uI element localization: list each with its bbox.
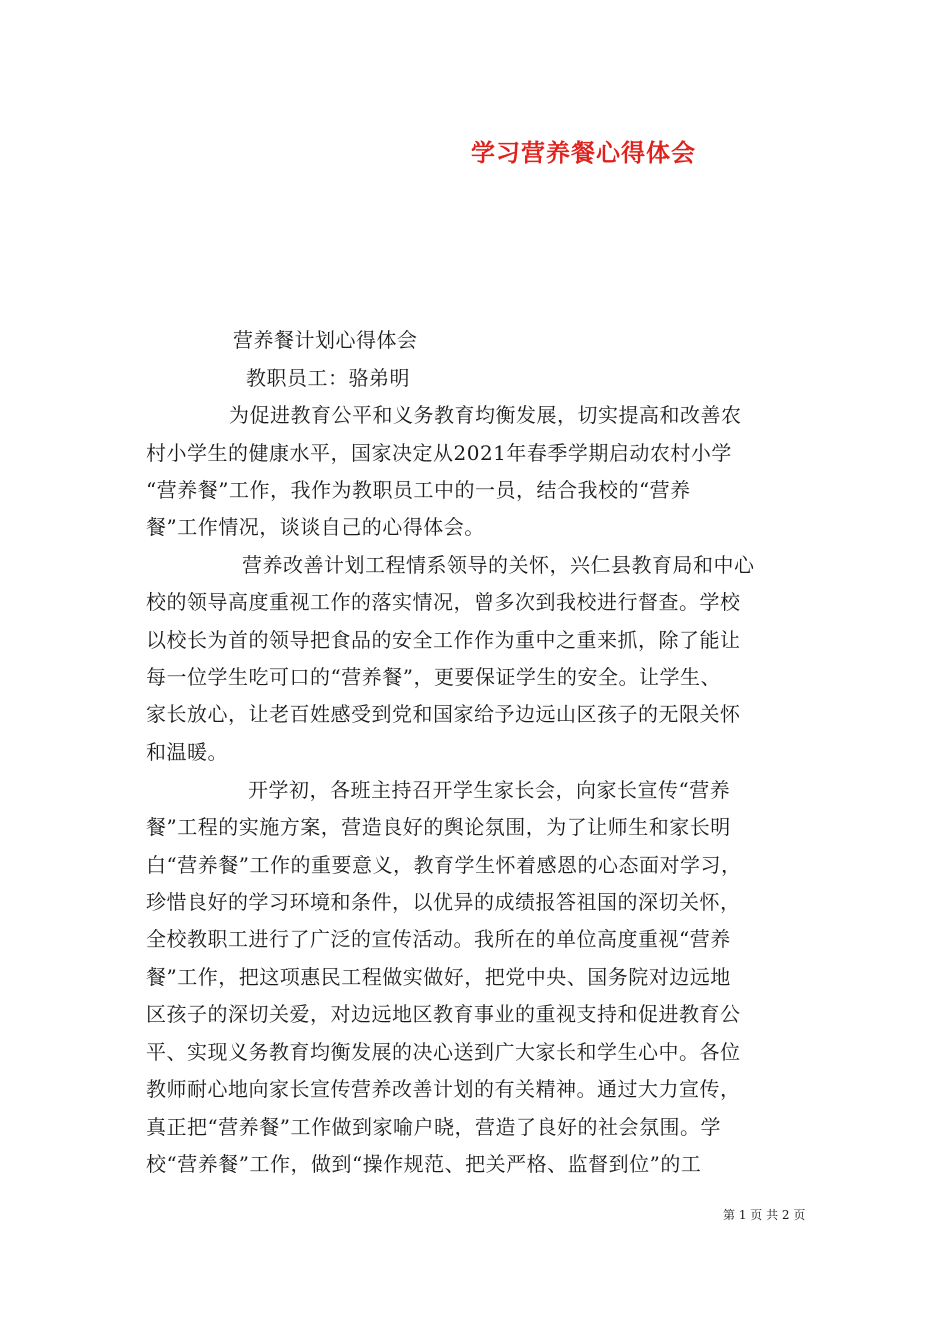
body-line: 为促进教育公平和义务教育均衡发展，切实提高和改善农 xyxy=(229,403,742,427)
body-line: 平、实现义务教育均衡发展的决心送到广大家长和学生心中。各位 xyxy=(146,1040,741,1064)
subtitle: 营养餐计划心得体会 xyxy=(233,328,418,352)
body-line: “营养餐”工作，我作为教职员工中的一员，结合我校的“营养 xyxy=(146,478,691,502)
body-line: 校的领导高度重视工作的落实情况，曾多次到我校进行督查。学校 xyxy=(146,590,741,614)
author-line: 教职员工：骆弟明 xyxy=(246,366,410,390)
body-line: 营养改善计划工程情系领导的关怀，兴仁县教育局和中心 xyxy=(242,553,755,577)
page-title: 学习营养餐心得体会 xyxy=(471,138,696,167)
body-line: 白“营养餐”工作的重要意义，教育学生怀着感恩的心态面对学习， xyxy=(146,853,742,877)
body-line: 教师耐心地向家长宣传营养改善计划的有关精神。通过大力宣传， xyxy=(146,1077,741,1101)
body-line: 区孩子的深切关爱，对边远地区教育事业的重视支持和促进教育公 xyxy=(146,1002,741,1026)
body-line: 开学初，各班主持召开学生家长会，向家长宣传“营养 xyxy=(248,778,731,802)
body-line: 和温暖。 xyxy=(146,740,228,764)
body-line: 以校长为首的领导把食品的安全工作作为重中之重来抓，除了能让 xyxy=(146,628,741,652)
body-line: 真正把“营养餐”工作做到家喻户晓，营造了良好的社会氛围。学 xyxy=(146,1115,721,1139)
body-line: 校“营养餐”工作，做到“操作规范、把关严格、监督到位”的工 xyxy=(146,1152,702,1176)
body-line: 餐”工程的实施方案，营造良好的舆论氛围，为了让师生和家长明 xyxy=(146,815,731,839)
page-footer: 第 1 页 共 2 页 xyxy=(723,1208,806,1222)
body-line: 珍惜良好的学习环境和条件，以优异的成绩报答祖国的深切关怀， xyxy=(146,890,741,914)
body-line: 每一位学生吃可口的“营养餐”，更要保证学生的安全。让学生、 xyxy=(146,665,721,689)
body-line: 全校教职工进行了广泛的宣传活动。我所在的单位高度重视“营养 xyxy=(146,927,731,951)
body-line: 家长放心，让老百姓感受到党和国家给予边远山区孩子的无限关怀 xyxy=(146,702,741,726)
body-line: 餐”工作，把这项惠民工程做实做好，把党中央、国务院对边远地 xyxy=(146,965,731,989)
body-line: 村小学生的健康水平，国家决定从2021年春季学期启动农村小学 xyxy=(146,441,732,465)
body-line: 餐”工作情况，谈谈自己的心得体会。 xyxy=(146,515,485,539)
